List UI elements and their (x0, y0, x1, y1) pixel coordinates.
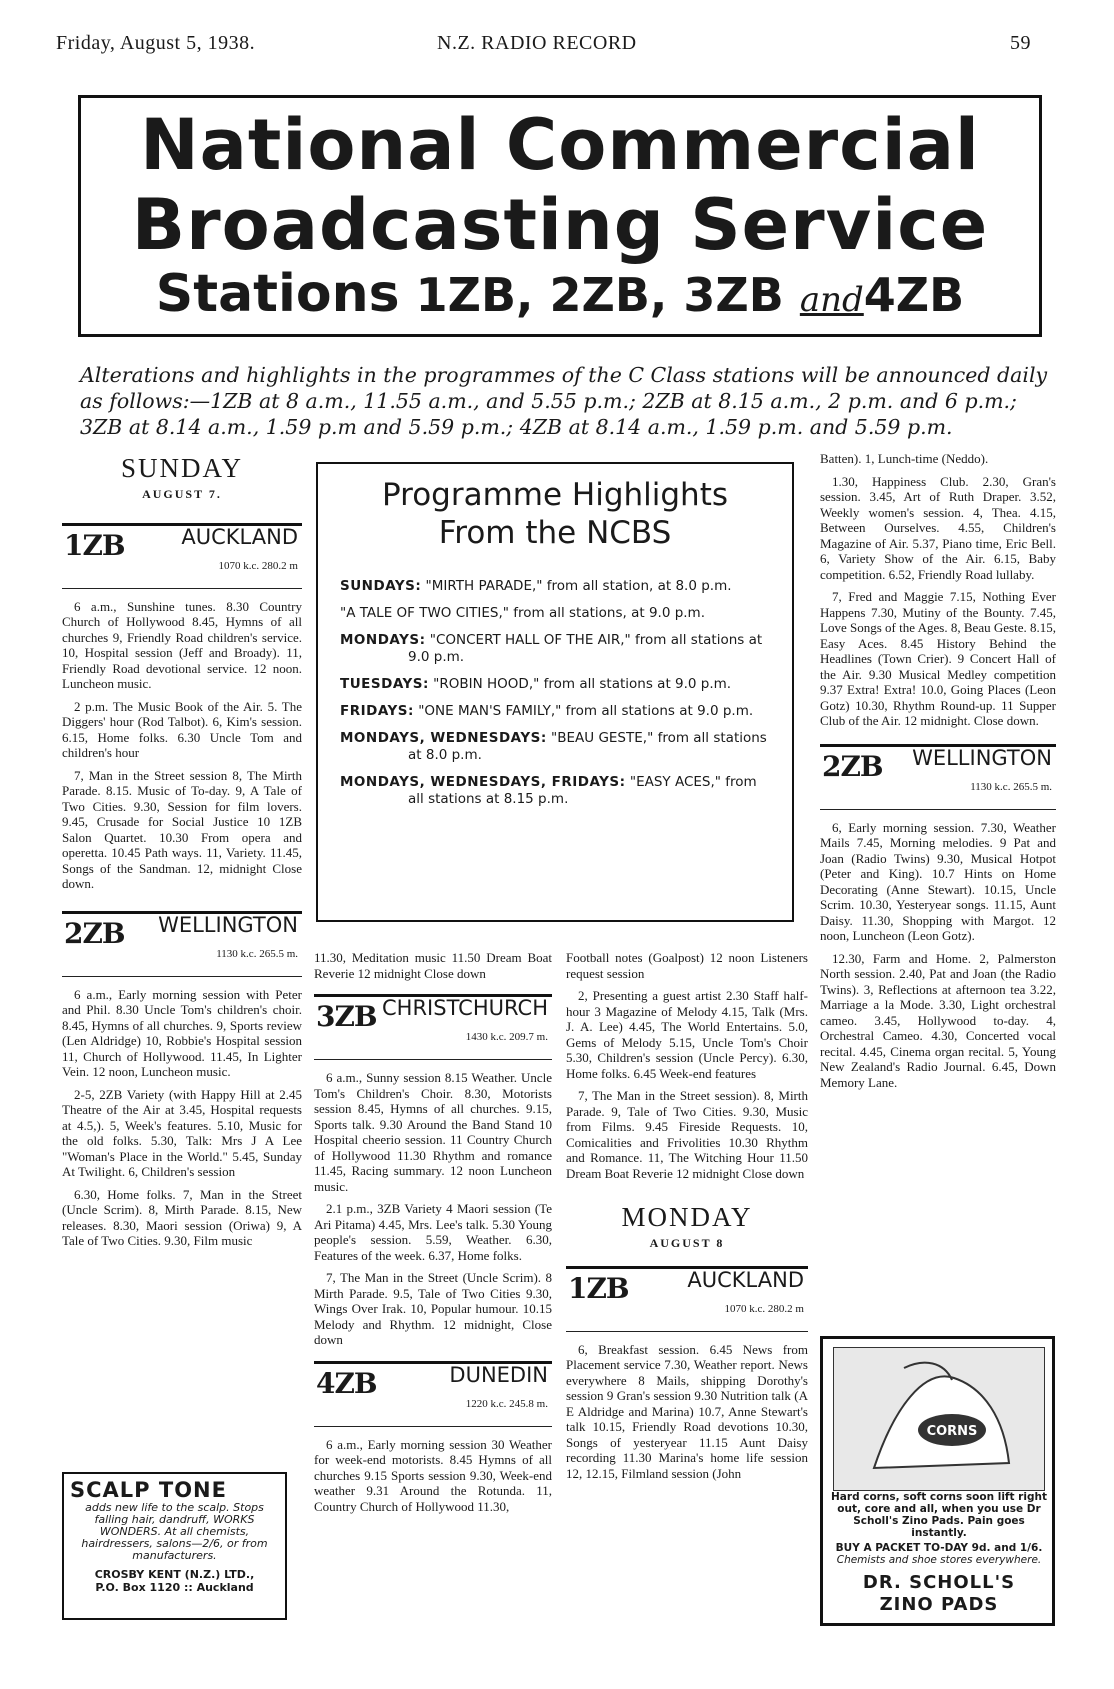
ad-brand: DR. SCHOLL'S (862, 1572, 1016, 1593)
stations-word: Stations (155, 264, 400, 324)
banner-stations (81, 266, 1039, 328)
page-number: 59 (1010, 32, 1031, 54)
zino-pads-advertisement (820, 1336, 1055, 1626)
station-frequency: 1130 k.c. 265.5 m. (970, 780, 1052, 793)
programme-text: 2 p.m. The Music Book of the Air. 5. The Diggers' hour (Rod Talbot). 6, Kim's session. 6.15, Home folks. 6.30 Uncle Tom and children's hour (62, 698, 302, 760)
day-date-sunday: AUGUST 7. (142, 487, 222, 501)
programme-text: 1.30, Happiness Club. 2.30, Gran's session. 3.45, Art of Ruth Draper. 3.52, Weekly women's session. 4, Thea. 4.15, Between Ourselves. 4.55, Children's Magazine of Air. 5.37, Piano time, Eric Bell. 6, Variety Show of the Air. 6.15, Baby competition. 6.52, Friendly Road lullaby. (820, 473, 1056, 582)
paper-name: N.Z. RADIO RECORD (437, 32, 637, 54)
corns-label: CORNS (926, 1424, 978, 1439)
day-heading-sunday: SUNDAY (120, 453, 244, 483)
foot-icon (834, 1348, 1044, 1490)
programme-text: 2-5, 2ZB Variety (with Happy Hill at 2.45 Theatre of the Air at 3.45, Hospital requests at 4.5,). 5, Week's features. 5.10, Music for the old folks. 5.30, Talk: Mrs J A Lee "Woman's Place in the World." 5.45, Sunday At Twilight. 6, Children's session (62, 1086, 302, 1179)
station-header-4zb (314, 1361, 552, 1426)
station-call: 2ZB (822, 749, 883, 783)
programme-text: 6 a.m., Sunshine tunes. 8.30 Country Church of Hollywood 8.45, Hymns of all churches 9, Friendly Road children's service. 10, Hospital session (Jeff and Broady). 11, Friendly Road devotional service. 12 noon. Luncheon music. (62, 598, 302, 691)
ad-description: adds new life to the scalp. Stops falling hair, dandruff, WORKS WONDERS. At all chemists, hairdressers, salons—2/6, or from manufacturers. (81, 1501, 268, 1562)
programme-text: 2, Presenting a guest artist 2.30 Staff half-hour 3 Magazine of Melody 4.15, Talk (Mrs. J. A. Lee) 4.45, The World Entertains. 5.0, Gems of Melody 5.15, Uncle Tom's Choir 5.30, Children's session (Uncle Percy). 6.30, Home folks. 6.45 Week-end features (566, 988, 808, 1081)
station-city: WELLINGTON (158, 912, 298, 937)
ad-footer (70, 1568, 279, 1594)
station-city: AUCKLAND (181, 524, 298, 549)
station-city: CHRISTCHURCH (382, 996, 548, 1020)
ad-body: Hard corns, soft corns soon lift right out, core and all, when you use Dr Scholl's Zino Pads. Pain goes instantly. (831, 1491, 1047, 1539)
ad-where: Chemists and shoe stores everywhere. (836, 1554, 1042, 1566)
schedule-intro: Alterations and highlights in the programmes of the C Class stations will be announced daily as follows:—1ZB at 8 a.m., 11.55 a.m., and 5.55 p.m.; 2ZB at 8.15 a.m., 2 p.m. and 6 p.m.; 3ZB at 8.14 a.m., 1.59 p.m and 5.59 p.m.; 4ZB at 8.14 a.m., 1.59 p.m. and 5.59 p.m. (80, 363, 1048, 439)
day-heading-monday: MONDAY (621, 1202, 753, 1232)
station-header-2zb-monday (820, 744, 1056, 809)
day-date-monday: AUGUST 8 (649, 1236, 725, 1250)
highlight-item: "A TALE OF TWO CITIES," from all stations, at 9.0 p.m. (340, 605, 706, 621)
programme-text: 7, The Man in the Street session). 8, Mirth Parade. 9, Tale of Two Cities. 9.30, Music from Films. 9.45 Fireside Requests. 10, Comicalities and Frivolities 10.30 Rhythm and Romance. 11, The Witching Hour 11.50 Dream Boat Reverie 12 midnight Close down (566, 1088, 808, 1181)
programme-text: 7, The Man in the Street (Uncle Scrim). 8 Mirth Parade. 9.5, Tale of Two Cities 9.30, Wings Over Irak. 10, Popular humour. 10.15 Melody and Rhythm. 12 midnight, Close down (314, 1270, 552, 1347)
station-city: AUCKLAND (687, 1267, 804, 1292)
station-frequency: 1130 k.c. 265.5 m. (216, 947, 298, 960)
station-frequency: 1430 k.c. 209.7 m. (465, 1031, 548, 1043)
programme-text: 2.1 p.m., 3ZB Variety 4 Maori session (Te Ari Pitama) 4.45, Mrs. Lee's talk. 5.30 Young people's session. 5.59, Weather. 6.30, Features of the week. 6.37, Home folks. (314, 1201, 552, 1263)
programme-text: 6.30, Home folks. 7, Man in the Street (Uncle Scrim). 8, Mirth Parade. 8.15, New releases. 8.30, Maori session (Oriwa) 9, A Tale of Two Cities. 9.30, Film music (62, 1186, 302, 1248)
column-3 (566, 950, 808, 1488)
foot-illustration (833, 1347, 1045, 1491)
ad-copy (831, 1491, 1047, 1616)
station-call: 4ZB (316, 1366, 377, 1400)
banner-line-1: National Commercial (140, 104, 980, 186)
station-header-1zb-monday (566, 1266, 808, 1331)
station-frequency: 1220 k.c. 245.8 m. (465, 1397, 548, 1410)
station-city: WELLINGTON (912, 745, 1052, 770)
ad-address: P.O. Box 1120 :: Auckland (95, 1581, 254, 1594)
programme-text: 12.30, Farm and Home. 2, Palmerston North session. 2.40, Pat and Joan (the Radio Twins). 3, Reflections at afternoon tea 3.22, Marriage a la Mode. 3.30, Light orchestral cameo. 3.45, Hollywood to-day. 4, Orchestral Cameo. 4.30, Concerted vocal recital. 4.45, Cinema organ recital. 5, Young New Zealand's Radio Journal. 6.45, Down Memory Lane. (820, 950, 1056, 1090)
ad-brand-product: ZINO PADS (879, 1594, 999, 1615)
ad-headline: SCALP TONE (70, 1478, 227, 1502)
highlight-item: MONDAYS, WEDNESDAYS: "BEAU GESTE," from all stations at 8.0 p.m. (340, 730, 767, 763)
programme-highlights-box (316, 462, 794, 922)
ad-cta: BUY A PACKET TO-DAY 9d. and 1/6. (835, 1542, 1043, 1554)
column-1 (62, 453, 302, 1256)
highlight-item: FRIDAYS: "ONE MAN'S FAMILY," from all stations at 9.0 p.m. (340, 703, 754, 719)
station-frequency: 1070 k.c. 280.2 m (724, 1302, 804, 1315)
and-word: and (799, 280, 864, 320)
programme-text: 7, Man in the Street session 8, The Mirth Parade. 8.15. Music of To-day. 9, A Tale of Two Cities. 9.30, Session for film lovers. 9.45, Crusade for Social Justice 10 1ZB Salon Quartet. 10.30 From opera and operetta. 10.45 Path ways. 11, Variety. 11.45, Songs of the Sandman. 12, midnight Close down. (62, 767, 302, 891)
station-frequency: 1070 k.c. 280.2 m (218, 559, 298, 572)
programme-text: 6 a.m., Early morning session 30 Weather for week-end motorists. 8.45 Hymns of all churches 9.15 Sports session 9.30, Week-end weather 9.31 Around the Rotunda. 11, Country Church of Hollywood 11.30, (314, 1436, 552, 1514)
station-call: 1ZB (568, 1271, 629, 1305)
banner-line-2: Broadcasting Service (131, 184, 989, 266)
station-calls: 1ZB, 2ZB, 3ZB (415, 268, 784, 322)
station-call: 2ZB (64, 916, 125, 950)
station-header-3zb (314, 994, 552, 1059)
ad-company: CROSBY KENT (N.Z.) LTD., (94, 1568, 255, 1581)
highlights-title: Programme Highlights (381, 477, 729, 513)
station-call: 3ZB (316, 1000, 377, 1033)
programme-text: Football notes (Goalpost) 12 noon Listeners request session (566, 950, 808, 981)
issue-date: Friday, August 5, 1938. (56, 32, 256, 54)
highlights-subtitle: From the NCBS (438, 515, 672, 551)
station-header-1zb (62, 523, 302, 588)
station-header-2zb (62, 911, 302, 976)
programme-text: 7, Fred and Maggie 7.15, Nothing Ever Happens 7.30, Mutiny of the Bounty. 7.45, Love Songs of the Ages. 8, Beau Geste. 8.15, Easy Aces. 8.45 History Behind the Headlines (Town Crier). 9 Concert Hall of the Air. 9.30 Musical Medley competition 9.37 Extra! Extra! 10.0, Going Places (Leon Gotz) 10.30, Rhythm Round-up. 11 Supper Club of the Air. 12 midnight. Close down. (820, 589, 1056, 728)
column-2 (314, 950, 552, 1521)
highlight-item: MONDAYS: "CONCERT HALL OF THE AIR," from all stations at 9.0 p.m. (340, 632, 763, 665)
highlight-item: TUESDAYS: "ROBIN HOOD," from all stations at 9.0 p.m. (340, 676, 732, 692)
title-banner (78, 95, 1042, 337)
programme-text: Batten). 1, Lunch-time (Neddo). (820, 451, 989, 466)
station-city: DUNEDIN (449, 1362, 548, 1387)
programme-text: 6 a.m., Early morning session with Peter and Phil. 8.30 Uncle Tom's children's choir. 8.45, Hymns of all churches. 9, Sports review (Len Aldridge) 10, Robbie's Hospital session 11, Church of Hollywood. 11.45, In Lighter Vein. 12 noon, Luncheon music. (62, 986, 302, 1079)
scalp-tone-advertisement (62, 1472, 287, 1620)
programme-text: 6 a.m., Sunny session 8.15 Weather. Uncle Tom's Children's Choir. 8.30, Motorists session 8.45, Hymns of all churches. 9.15, Sports talk. 9.30 Around the Band Stand 10 Hospital cheerio session. 11 Country Church of Hollywood 11.30 Rhythm and romance 11.45, Racing summary. 12 noon Luncheon music. (314, 1070, 552, 1194)
station-last: 4ZB (863, 268, 965, 322)
highlight-item: SUNDAYS: "MIRTH PARADE," from all station, at 8.0 p.m. (340, 578, 732, 594)
programme-text: 6, Breakfast session. 6.45 News from Placement service 7.30, Weather report. News everywhere 8 Mails, shipping Dorothy's session 9 Gran's session 9.30 Nutrition talk (A E Aldridge and Marina) 10.7, Anne Stewart's talk 10.15, Friendly Road devotions 10.30, Songs of yesteryear 11.15 Aunt Daisy recording 11.30 Marina's home life session 12, 12.15, Filmland session (John (566, 1341, 808, 1481)
station-call: 1ZB (64, 528, 125, 562)
programme-text: 11.30, Meditation music 11.50 Dream Boat Reverie 12 midnight Close down (314, 950, 552, 981)
programme-text: 6, Early morning session. 7.30, Weather Mails 7.45, Morning melodies. 9 Pat and Joan (Radio Twins) 9.30, Musical Hotpot (Peter and King). 10.7 Hints on Home Decorating (Anne Stewart). 10.15, Uncle Scrim. 10.30, Yesteryear songs. 11.15, Aunt Daisy. 11.30, Shopping with Margot. 12 noon, Luncheon (Leon Gotz). (820, 819, 1056, 943)
column-4 (820, 451, 1056, 1097)
highlight-item: MONDAYS, WEDNESDAYS, FRIDAYS: "EASY ACES," from all stations at 8.15 p.m. (340, 774, 757, 807)
